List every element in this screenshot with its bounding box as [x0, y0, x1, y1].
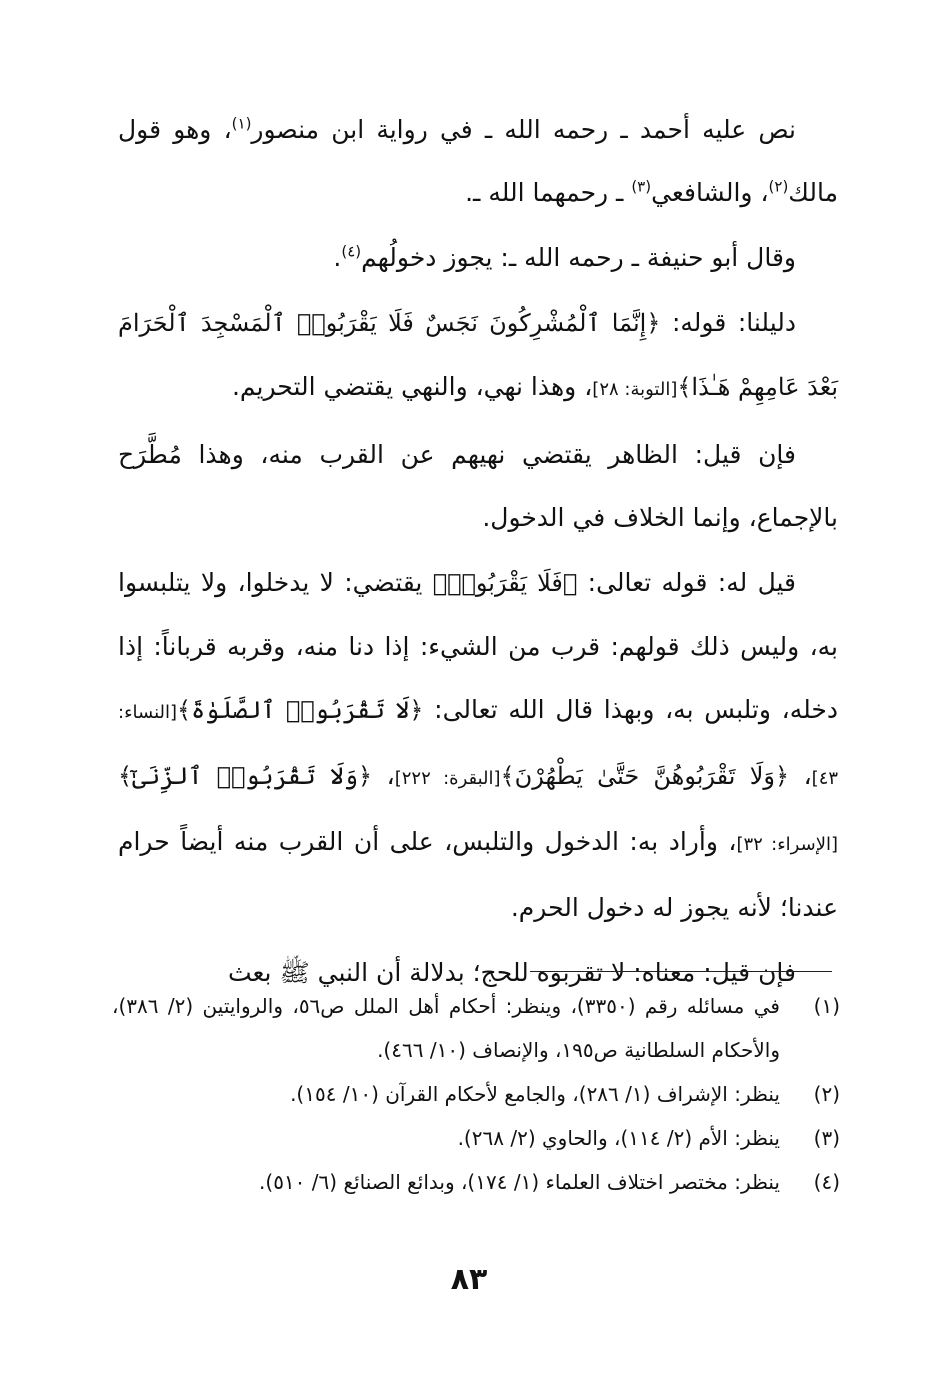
footnote-ref-3[interactable]: (٣) [631, 177, 652, 196]
text-run: ، وهذا نهي، والنهي يقتضي التحريم. [231, 372, 593, 401]
text-run: ، [372, 761, 395, 790]
footnote-separator [530, 971, 832, 972]
text-run: ، [789, 761, 812, 790]
footnote-ref-1[interactable]: (١) [231, 114, 252, 133]
paragraph-2 [118, 226, 838, 289]
footnote-4 [112, 1160, 840, 1204]
text-run: ، والشافعي [651, 178, 769, 207]
footnote-number: (١) [813, 994, 840, 1018]
footnote-text: ينظر: الإشراف (١/ ٢٨٦)، والجامع لأحكام القرآن (١٠/ ١٥٤). [290, 1082, 780, 1106]
footnote-text: في مسائله رقم (٣٣٥٠)، وينظر: أحكام أهل الملل ص٥٦، والروايتين (٢/ ٣٨٦)، والأحكام السلطانية ص١٩٥، والإنصاف (١٠/ ٤٦٦). [112, 994, 780, 1062]
paragraph-5 [118, 551, 838, 939]
footnote-number: (٤) [813, 1170, 840, 1194]
footnote-ref-2[interactable]: (٢) [768, 177, 789, 196]
page-number: ٨٣ [450, 1262, 488, 1297]
quran-verse: ﴿وَلَا تَقْرَبُوهُنَّ حَتَّىٰ يَطْهُرْنَ﴾ [500, 762, 790, 790]
quran-verse: ﴿فَلَا يَقْرَبُوا۟﴾ [432, 569, 578, 597]
text-run: ، وهو قول مالك [118, 115, 838, 207]
paragraph-6: فإن قيل: معناه: لا تقربوه للحج؛ بدلالة أن النبي ﷺ بعث [227, 958, 796, 987]
main-text [118, 98, 838, 1006]
text-run: . [333, 243, 342, 272]
paragraph-4: فإن قيل: الظاهر يقتضي نهيهم عن القرب منه، وهذا مُطَّرَح بالإجماع، وإنما الخلاف في الدخول. [118, 440, 838, 532]
verse-reference: [التوبة: ٢٨] [592, 379, 678, 400]
footnote-number: (٢) [813, 1082, 840, 1106]
text-run: نص عليه أحمد ـ رحمه الله ـ في رواية ابن منصور [251, 115, 796, 144]
text-run: يقتضي: لا يدخلوا، ولا يتلبسوا به، وليس ذلك قولهم: قرب من الشيء: إذا دنا منه، وقربه قرباناً: إذا دخله، وتلبس به، وبهذا قال الله تعالى: [118, 568, 838, 724]
verse-reference: [الإسراء: ٣٢] [736, 834, 838, 855]
footnote-3 [112, 1116, 840, 1160]
footnote-2 [112, 1072, 840, 1116]
footnote-1 [112, 984, 840, 1072]
footnote-number: (٣) [813, 1126, 840, 1150]
quran-verse: ﴿إِنَّمَا ٱلْمُشْرِكُونَ نَجَسٌ فَلَا يَقْرَبُوا۟ ٱلْمَسْجِدَ ٱلْحَرَامَ بَعْدَ عَامِهِمْ هَـٰذَا﴾ [118, 309, 838, 401]
text-run: ، وأراد به: الدخول والتلبس، على أن القرب منه أيضاً حرام عندنا؛ لأنه يجوز له دخول الحرم. [118, 827, 838, 922]
text-run: ـ رحمهما الله ـ. [465, 178, 632, 207]
quran-verse: ﴿لَا تَقْرَبُوا۟ ٱلصَّلَوٰةَ﴾ [177, 696, 424, 724]
footnote-text: ينظر: الأم (٢/ ١١٤)، والحاوي (٢/ ٢٦٨). [457, 1126, 780, 1150]
quran-verse: ﴿وَلَا تَقْرَبُوا۟ ٱلزِّنَىٰٓ﴾ [118, 762, 373, 790]
text-run: وقال أبو حنيفة ـ رحمه الله ـ: يجوز دخولُهم [361, 243, 796, 272]
footnote-text: ينظر: مختصر اختلاف العلماء (١/ ١٧٤)، وبدائع الصنائع (٦/ ٥١٠). [259, 1170, 780, 1194]
verse-reference: [النساء: ٤٣] [118, 702, 839, 789]
verse-reference: [البقرة: ٢٢٢] [394, 768, 501, 789]
footnotes [112, 984, 840, 1204]
paragraph-3 [118, 291, 838, 421]
paragraph-1 [118, 98, 838, 224]
text-run: دليلنا: قوله: [660, 308, 797, 337]
text-run: قيل له: قوله تعالى: [577, 568, 797, 597]
footnote-ref-4[interactable]: (٤) [341, 242, 362, 261]
